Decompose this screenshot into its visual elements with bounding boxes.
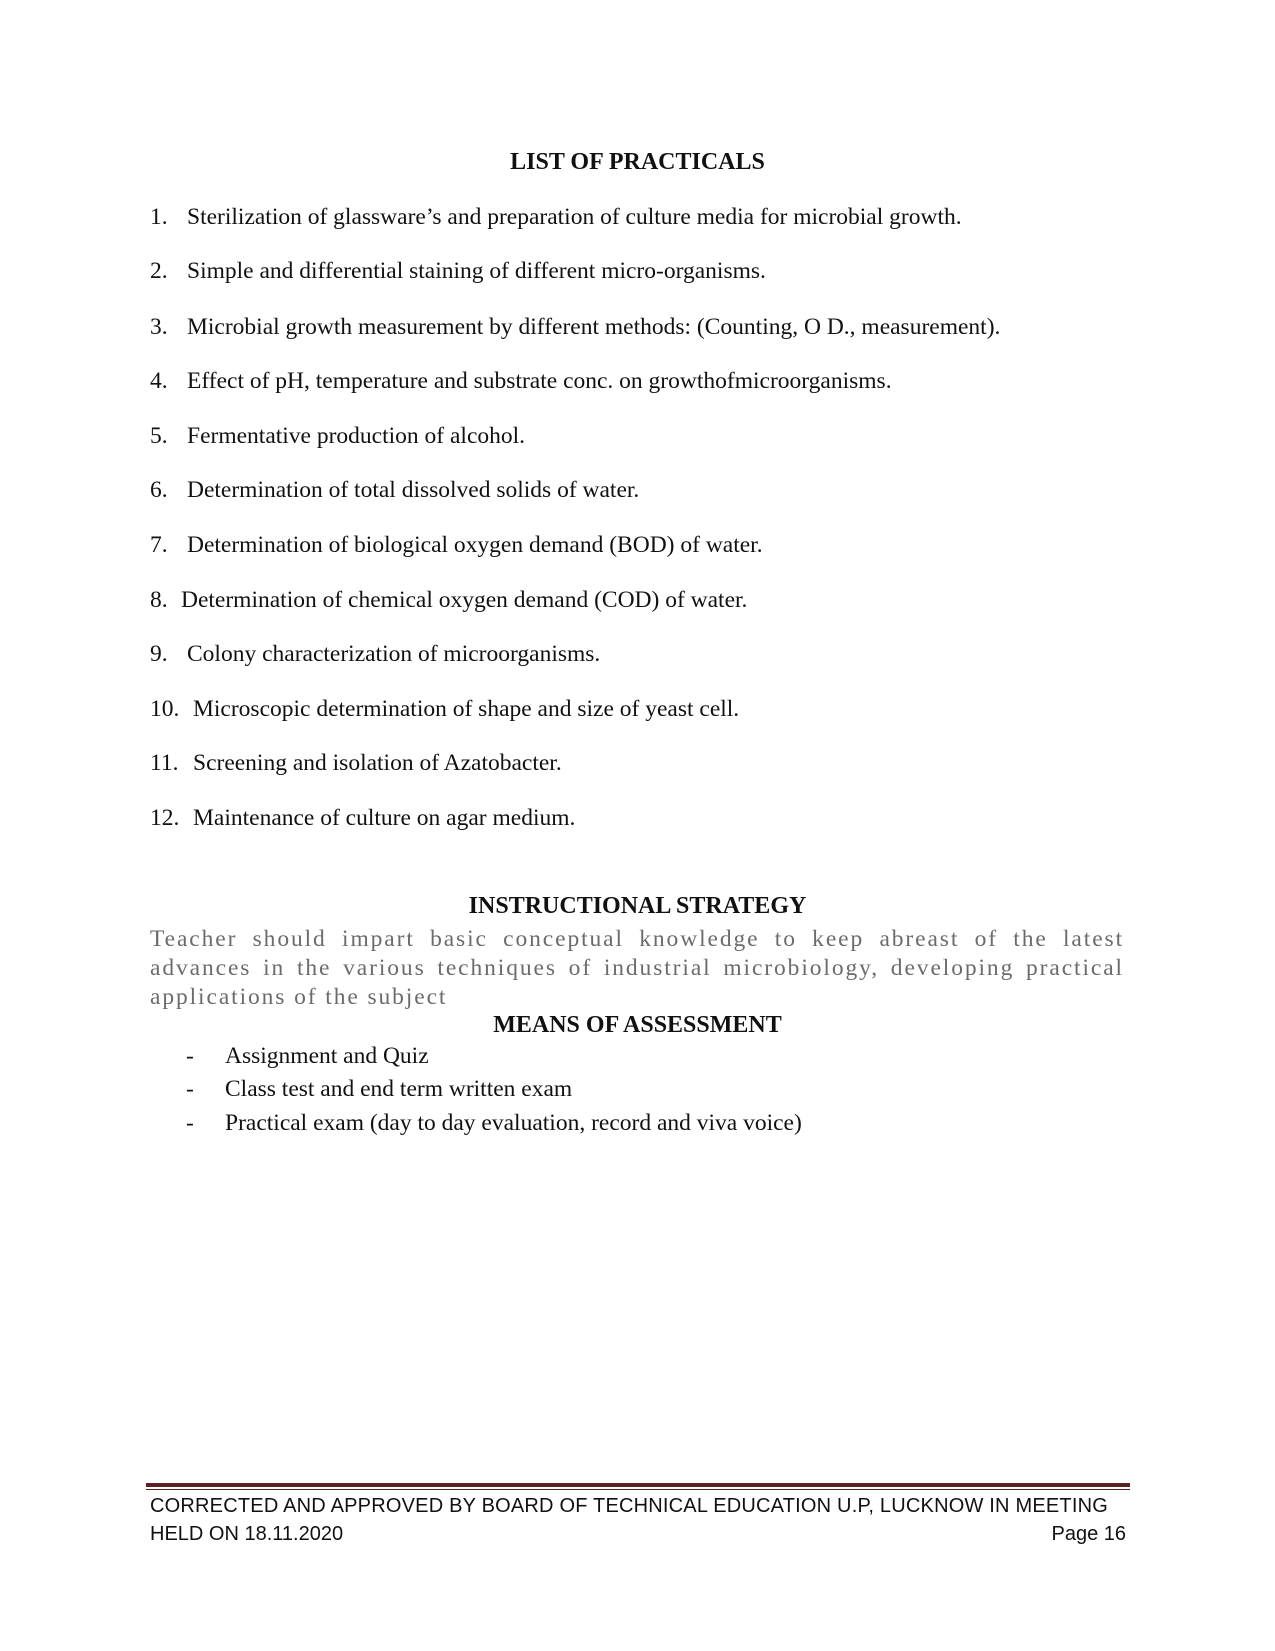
- item-number: 2.: [150, 258, 168, 284]
- item-number: 4.: [150, 368, 168, 394]
- item-text: Practical exam (day to day evaluation, record and viva voice): [225, 1110, 802, 1136]
- practicals-heading: LIST OF PRACTICALS: [510, 149, 765, 175]
- item-number: 10.: [150, 696, 180, 722]
- item-text: Determination of biological oxygen demand (BOD) of water.: [187, 532, 763, 558]
- item-text: Screening and isolation of Azatobacter.: [193, 750, 562, 776]
- list-item: [150, 696, 739, 723]
- item-text: Determination of total dissolved solids of water.: [187, 477, 640, 503]
- item-text: Assignment and Quiz: [225, 1043, 429, 1069]
- item-text: Effect of pH, temperature and substrate conc. on growthofmicroorganisms.: [187, 368, 892, 394]
- list-item: [150, 477, 639, 504]
- item-number: 8.: [150, 587, 168, 613]
- item-number: 3.: [150, 314, 168, 340]
- list-item: [150, 750, 562, 777]
- list-item: [150, 532, 763, 559]
- bullet-dash: -: [186, 1076, 194, 1102]
- item-number: 11.: [150, 750, 179, 776]
- strategy-heading: INSTRUCTIONAL STRATEGY: [468, 893, 807, 919]
- list-item: [150, 314, 1000, 341]
- item-number: 5.: [150, 423, 168, 449]
- list-item: [150, 368, 892, 395]
- list-item: [150, 587, 747, 614]
- footer-divider-thin: [146, 1489, 1130, 1490]
- list-item: [150, 423, 525, 450]
- item-number: 1.: [150, 204, 168, 230]
- item-number: 9.: [150, 641, 168, 667]
- footer-divider: [146, 1483, 1130, 1487]
- item-number: 6.: [150, 477, 168, 503]
- bullet-dash: -: [186, 1110, 194, 1136]
- footer-approval-text: CORRECTED AND APPROVED BY BOARD OF TECHNICAL EDUCATION U.P, LUCKNOW IN MEETING: [150, 1495, 1108, 1517]
- page-number: Page 16: [1051, 1523, 1126, 1545]
- strategy-paragraph: Teacher should impart basic conceptual knowledge to keep abreast of the latest advances in the various techniques of industrial microbiology, developing practical applications of the subject: [150, 926, 1124, 1010]
- item-text: Colony characterization of microorganisms.: [187, 641, 601, 667]
- list-item: [150, 258, 766, 285]
- item-text: Fermentative production of alcohol.: [187, 423, 526, 449]
- list-item: [150, 641, 600, 668]
- list-item: [150, 204, 962, 231]
- item-text: Sterilization of glassware’s and preparation of culture media for microbial growth.: [187, 204, 962, 230]
- list-item: [150, 805, 575, 832]
- assessment-heading: MEANS OF ASSESSMENT: [493, 1012, 782, 1038]
- item-text: Maintenance of culture on agar medium.: [193, 805, 576, 831]
- item-text: Microscopic determination of shape and size of yeast cell.: [193, 696, 740, 722]
- bullet-dash: -: [186, 1043, 194, 1069]
- item-text: Determination of chemical oxygen demand (COD) of water.: [181, 587, 748, 613]
- item-text: Microbial growth measurement by different methods: (Counting, O D., measurement).: [187, 314, 1001, 340]
- item-number: 12.: [150, 805, 180, 831]
- footer-date-text: HELD ON 18.11.2020: [150, 1523, 344, 1545]
- item-text: Simple and differential staining of different micro-organisms.: [187, 258, 766, 284]
- item-text: Class test and end term written exam: [225, 1076, 573, 1102]
- item-number: 7.: [150, 532, 168, 558]
